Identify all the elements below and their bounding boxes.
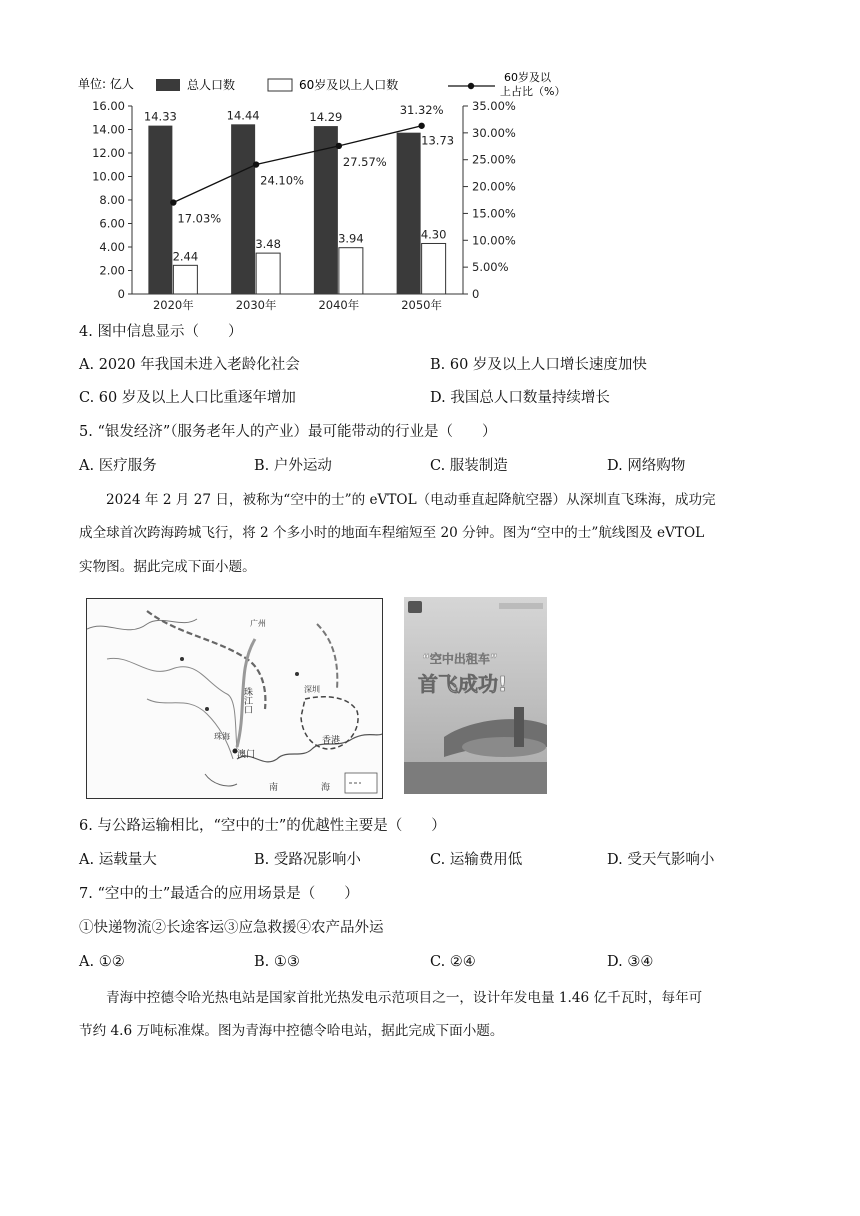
map-river-1	[87, 619, 197, 630]
q6-option-c[interactable]: C. 运输费用低	[430, 852, 523, 868]
bar-total-label: 14.33	[143, 109, 177, 124]
bar-60	[339, 248, 363, 294]
ratio-point	[253, 161, 259, 167]
map-label-shenzhen: 深圳	[304, 685, 320, 694]
y-tick-label-left: 14.00	[92, 122, 125, 137]
x-tick-label: 2030年	[235, 298, 277, 312]
bar-60-label: 2.44	[172, 249, 199, 264]
ratio-label: 27.57%	[342, 154, 387, 169]
y-tick-label-left: 6.00	[99, 216, 125, 231]
x-tick-label: 2050年	[401, 298, 443, 312]
y-tick-label-right: 0	[472, 287, 480, 301]
y-tick-label-right: 10.00%	[472, 233, 516, 248]
q7-stem: 7. “空中的士”最适合的应用场景是（ ）	[79, 886, 359, 902]
y-tick-label-left: 16.00	[92, 99, 125, 113]
q7-option-d[interactable]: D. ③④	[607, 954, 654, 970]
photo-headline-2: 首飞成功!	[418, 672, 508, 696]
photo-logo-icon	[408, 601, 422, 613]
y-tick-label-right: 20.00%	[472, 179, 516, 194]
map-dot-3	[295, 672, 299, 676]
y-tick-label-right: 15.00%	[472, 206, 516, 221]
ratio-label: 17.03%	[177, 211, 222, 226]
map-label-guangzhou: 广州	[250, 619, 266, 628]
map-coastline	[237, 734, 382, 762]
bar-60	[422, 243, 446, 294]
q6-option-d[interactable]: D. 受天气影响小	[607, 852, 715, 868]
legend-total-swatch	[156, 79, 180, 91]
passage1-line2: 成全球首次跨海跨城飞行，将 2 个多小时的地面车程缩短至 20 分钟。图为“空中的士”航线图及 eVTOL	[79, 525, 705, 541]
q4-option-b[interactable]: B. 60 岁及以上人口增长速度加快	[430, 357, 647, 373]
y-tick-label-left: 4.00	[99, 240, 125, 254]
population-chart	[70, 70, 570, 315]
q7-option-a[interactable]: A. ①②	[79, 954, 125, 970]
route-map-svg	[87, 599, 382, 798]
photo-aircraft-body	[462, 737, 546, 757]
map-label-macau: 澳门	[237, 750, 256, 760]
legend-60-swatch	[268, 79, 292, 91]
ratio-point	[336, 143, 342, 149]
route-map	[86, 598, 383, 799]
chart-unit-label: 单位: 亿人	[78, 77, 134, 91]
evtol-photo	[404, 597, 547, 794]
y-tick-label-left: 2.00	[99, 263, 125, 278]
bar-total-label: 14.44	[226, 108, 260, 123]
bar-total	[148, 126, 172, 294]
legend-ratio-label-1: 60岁及以	[504, 71, 551, 84]
q6-option-a[interactable]: A. 运载量大	[79, 852, 157, 868]
bar-60-label: 3.48	[255, 237, 281, 252]
legend-ratio-marker	[468, 83, 474, 89]
map-label-zhuhai: 珠海	[214, 732, 230, 741]
map-label-hongkong: 香港	[322, 736, 341, 746]
q5-option-a[interactable]: A. 医疗服务	[79, 458, 157, 474]
y-tick-label-right: 5.00%	[472, 260, 509, 275]
y-tick-label-left: 0	[117, 287, 125, 301]
photo-ground	[404, 762, 547, 794]
q6-stem: 6. 与公路运输相比，“空中的士”的优越性主要是（ ）	[79, 818, 446, 834]
ratio-label: 31.32%	[399, 102, 444, 117]
q7-choices: ①快递物流②长途客运③应急救援④农产品外运	[79, 920, 384, 936]
map-label-nanhai-1: 南	[269, 783, 279, 793]
y-tick-label-left: 10.00	[92, 169, 125, 184]
bar-total	[397, 133, 421, 294]
map-dot-1	[205, 707, 209, 711]
ratio-point	[170, 199, 176, 205]
photo-headline-1: “空中出租车”	[422, 652, 498, 666]
x-tick-label: 2040年	[318, 298, 360, 312]
map-label-zhujiangkou: 珠江口	[242, 687, 252, 714]
y-tick-label-right: 25.00%	[472, 152, 516, 167]
legend-total-label: 总人口数	[187, 78, 236, 92]
y-tick-label-right: 35.00%	[472, 99, 516, 113]
q5-option-c[interactable]: C. 服装制造	[430, 458, 508, 474]
photo-pole	[514, 707, 524, 747]
q5-option-d[interactable]: D. 网络购物	[607, 458, 686, 474]
passage2-line1: 青海中控德令哈光热电站是国家首批光热发电示范项目之一，设计年发电量 1.46 亿千瓦时，每年可	[106, 990, 703, 1006]
population-chart-svg	[70, 70, 570, 315]
q5-stem: 5. “银发经济”（服务老年人的产业）最可能带动的行业是（ ）	[79, 424, 497, 440]
q4-option-d[interactable]: D. 我国总人口数量持续增长	[430, 390, 610, 406]
bar-total-label: 14.29	[309, 110, 343, 125]
q7-option-c[interactable]: C. ②④	[430, 954, 476, 970]
bar-60	[256, 253, 280, 294]
map-coast-2	[205, 774, 237, 786]
bar-60-label: 4.30	[420, 227, 447, 242]
map-dot-2	[180, 657, 184, 661]
q4-option-a[interactable]: A. 2020 年我国未进入老龄化社会	[79, 357, 300, 373]
q4-stem: 4. 图中信息显示（ ）	[79, 324, 243, 340]
bar-total-label: 13.73	[421, 133, 455, 148]
q5-option-b[interactable]: B. 户外运动	[254, 458, 332, 474]
bar-total	[231, 124, 255, 294]
passage2-line2: 节约 4.6 万吨标准煤。图为青海中控德令哈电站，据此完成下面小题。	[79, 1023, 504, 1039]
ratio-label: 24.10%	[260, 173, 304, 188]
y-tick-label-left: 8.00	[99, 193, 125, 207]
ratio-point	[418, 123, 424, 129]
bar-60	[173, 265, 197, 294]
legend-60-label: 60岁及以上人口数	[299, 78, 399, 92]
bar-60-label: 3.94	[338, 231, 364, 246]
q4-option-c[interactable]: C. 60 岁及以上人口比重逐年增加	[79, 390, 296, 406]
photo-top-band	[499, 603, 543, 609]
y-tick-label-right: 30.00%	[472, 125, 516, 140]
map-boundary-2	[317, 624, 337, 689]
passage1-line1: 2024 年 2 月 27 日，被称为“空中的士”的 eVTOL（电动垂直起降航空器）从深圳直飞珠海，成功完	[106, 492, 716, 508]
q7-option-b[interactable]: B. ①③	[254, 954, 300, 970]
legend-ratio-label-2: 上占比（%）	[500, 85, 566, 98]
map-river-3	[147, 699, 233, 759]
passage1-line3: 实物图。据此完成下面小题。	[79, 559, 256, 575]
q6-option-b[interactable]: B. 受路况影响小	[254, 852, 361, 868]
x-tick-label: 2020年	[152, 298, 194, 312]
map-label-nanhai-2: 海	[321, 783, 331, 793]
y-tick-label-left: 12.00	[92, 146, 125, 160]
evtol-photo-svg	[404, 597, 547, 794]
